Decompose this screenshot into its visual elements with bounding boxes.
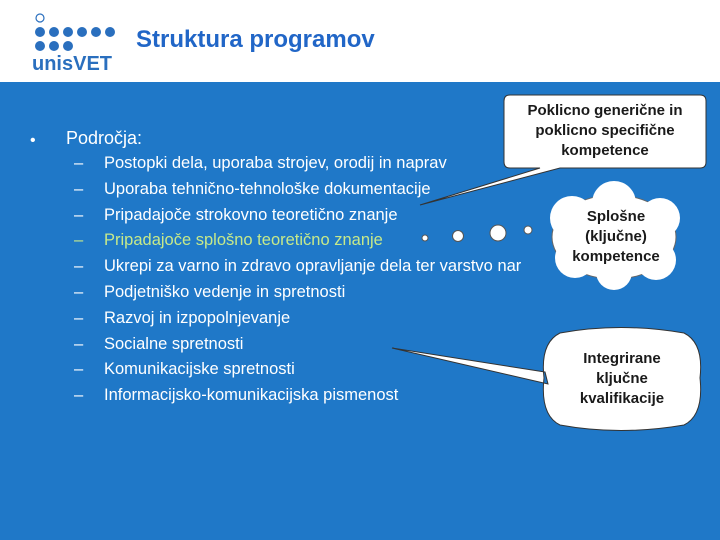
logo-text: unisVET: [32, 53, 113, 74]
dash-marker: –: [74, 154, 84, 172]
list-item-text: Razvoj in izpopolnjevanje: [104, 308, 291, 327]
list-item-text: Uporaba tehnično-tehnološke dokumentacije: [104, 179, 431, 198]
speech-bubble-text: Poklicno generične in poklicno specifične kompetence: [527, 102, 683, 159]
dash-marker: –: [74, 360, 84, 379]
list-item-text: Komunikacijske spretnosti: [104, 360, 295, 379]
dash-marker: –: [74, 386, 84, 405]
list-item-text: Socialne spretnosti: [104, 334, 244, 353]
list-item-text: Informacijsko-komunikacijska pismenost: [104, 386, 399, 405]
dash-marker: –: [74, 179, 84, 198]
thought-cloud-text: Splošne (ključne) kompetence: [572, 208, 660, 265]
dash-marker: –: [74, 257, 84, 276]
list-item-text: Pripadajoče splošno teoretično znanje: [104, 231, 383, 250]
list-item-text: Ukrepi za varno in zdravo opravljanje dela ter varstvo nar: [104, 257, 522, 276]
list-item-text: Podjetniško vedenje in spretnosti: [104, 282, 346, 301]
page-title: Struktura programov: [136, 26, 375, 53]
list-item-text: Pripadajoče strokovno teoretično znanje: [104, 205, 398, 224]
integrated-callout-text: Integrirane ključne kvalifikacije: [579, 350, 665, 407]
dash-marker: –: [74, 282, 84, 301]
dash-marker: –: [74, 205, 84, 224]
list-item-text: Postopki dela, uporaba strojev, orodij in naprav: [104, 154, 447, 172]
dash-marker: –: [74, 308, 84, 327]
bullet-point: •: [30, 132, 36, 149]
section-heading: Področja:: [66, 128, 143, 148]
dash-marker: –: [74, 231, 84, 250]
dash-marker: –: [74, 334, 84, 353]
